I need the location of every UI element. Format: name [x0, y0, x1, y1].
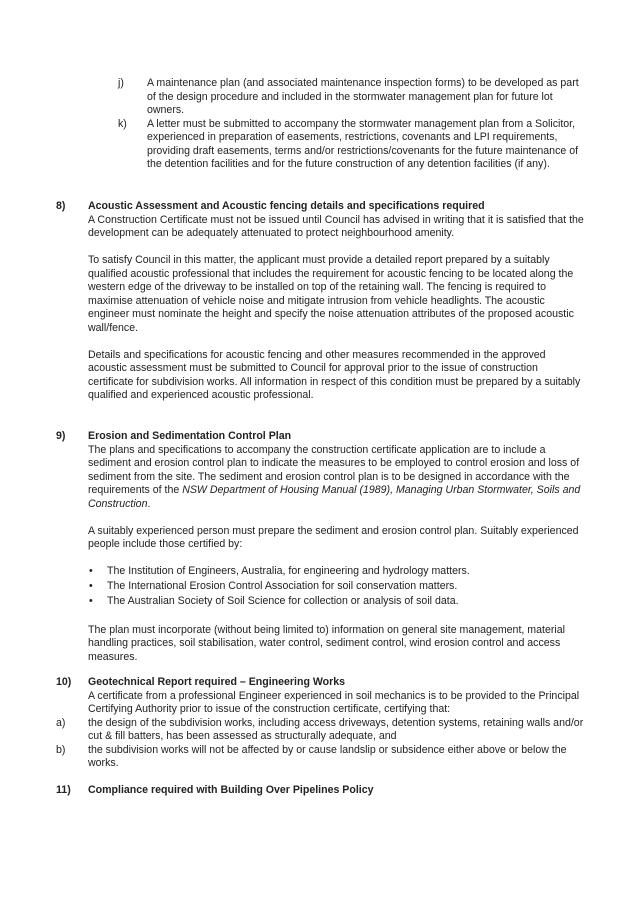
section-heading [56, 784, 586, 798]
section-title: Acoustic Assessment and Acoustic fencing details and specifications required [88, 200, 485, 212]
bullet-item [88, 565, 586, 579]
sub-item-label: b) [56, 743, 66, 756]
paragraph-text-end: . [147, 497, 151, 510]
section-body [88, 444, 586, 665]
section-title: Geotechnical Report required – Engineering Works [88, 676, 346, 688]
bullet-item [88, 580, 586, 594]
manual-reference: NSW Department of Housing Manual (1989), Managing Urban Stormwater, Soils and Construction [88, 484, 581, 510]
bullet-icon: • [89, 595, 93, 607]
paragraph: A suitably experienced person must prepare the sediment and erosion control plan. Suitably experienced people include those certified by: [88, 524, 579, 550]
paragraph: Details and specifications for acoustic fencing and other measures recommended in the approved acoustic assessment must be submitted to Council for approval prior to the issue of construction certificate for subdivision works. All information in respect of this condition must be prepared by a suitably qualified and experienced acoustic professional. [88, 348, 581, 401]
bullet-icon: • [89, 565, 93, 577]
condition-section-11 [56, 784, 586, 798]
condition-section-8 [56, 200, 586, 403]
sub-item-text: the subdivision works will not be affected by or cause landslip or subsidence either above or below the works. [88, 743, 567, 769]
paragraph: A Construction Certificate must not be issued until Council has advised in writing that it is satisfied that the development can be adequately attenuated to protect neighbourhood amenity. [88, 213, 584, 239]
list-item [118, 118, 588, 172]
paragraph: To satisfy Council in this matter, the applicant must provide a detailed report prepared by a suitably qualified acoustic professional that includes the requirement for acoustic fencing to be located along the western edge of the driveway to be installed on top of the retaining wall. The fencing is required to maximise attenuation of vehicle noise and mitigate intrusion from vehicle headlights. The acoustic engineer must nominate the height and specify the noise attenuation attributes of the proposed acoustic wall/fence. [88, 254, 574, 334]
section-number: 11) [56, 784, 71, 796]
continued-condition-list [118, 77, 588, 172]
list-item-text: A letter must be submitted to accompany the stormwater management plan from a Solicitor, experienced in preparation of easements, restrictions, covenants and LPI requirements, providing draft easements, terms and/or restrictions/covenants for the future maintenance of the detention facilities and for the future construction of any detention facilities (if any). [147, 117, 579, 170]
sub-item [56, 744, 586, 771]
bullet-item [88, 595, 586, 609]
list-item-label: j) [118, 77, 124, 89]
section-heading [56, 430, 586, 444]
bullet-list [88, 565, 586, 609]
paragraph [88, 444, 586, 512]
bullet-text: The International Erosion Control Association for soil conservation matters. [107, 580, 458, 592]
section-number: 10) [56, 676, 72, 688]
section-body [88, 690, 586, 717]
bullet-icon: • [89, 580, 93, 592]
bullet-text: The Australian Society of Soil Science for collection or analysis of soil data. [107, 595, 459, 607]
condition-section-10 [56, 676, 586, 771]
section-number: 9) [56, 430, 66, 442]
section-heading [56, 200, 586, 214]
condition-section-9 [56, 430, 586, 664]
paragraph-text: The plans and specifications to accompany the construction certificate application are to include a sediment and erosion control plan to indicate the measures to be employed to control erosion and loss of sediment from the site. The sediment and erosion control plan is to be designed in accordance with the requirements of the [88, 443, 580, 496]
section-number: 8) [56, 200, 66, 212]
paragraph: The plan must incorporate (without being limited to) information on general site management, material handling practices, soil stabilisation, water control, sediment control, wind erosion control and access measures. [88, 623, 565, 663]
sub-item [56, 717, 586, 744]
list-item-label: k) [118, 117, 127, 130]
list-item-text: A maintenance plan (and associated maintenance inspection forms) to be developed as part of the design procedure and included in the stormwater management plan for future lot owners. [147, 77, 579, 116]
list-item [118, 77, 588, 118]
section-body [88, 214, 586, 403]
section-title: Erosion and Sedimentation Control Plan [88, 430, 292, 442]
paragraph: A certificate from a professional Engineer experienced in soil mechanics is to be provided to the Principal Certifying Authority prior to issue of the construction certificate, certifying that: [88, 689, 580, 715]
sub-item-label: a) [56, 716, 66, 729]
bullet-text: The Institution of Engineers, Australia, for engineering and hydrology matters. [107, 565, 470, 577]
sub-item-text: the design of the subdivision works, including access driveways, detention systems, retaining walls and/or cut & fill batters, has been assessed as structurally adequate, and [88, 716, 584, 742]
section-title: Compliance required with Building Over Pipelines Policy [88, 784, 374, 796]
section-heading [56, 676, 586, 690]
